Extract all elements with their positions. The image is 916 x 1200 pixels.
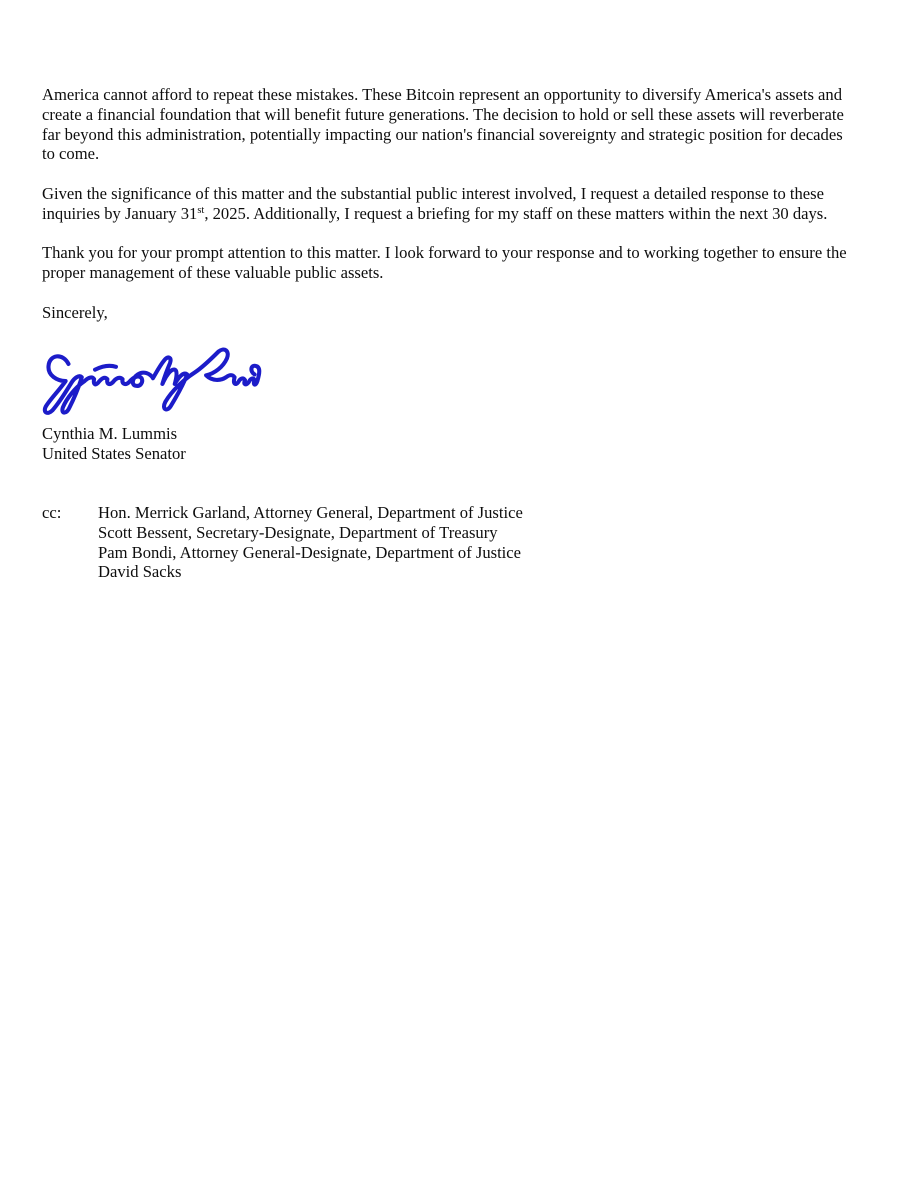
signature-svg — [40, 342, 264, 422]
signature-strokes — [45, 350, 259, 413]
paragraph-line: to come. — [42, 144, 100, 164]
paragraph-line — [42, 204, 874, 224]
ordinal-superscript: st — [197, 204, 205, 216]
signer-title: United States Senator — [42, 443, 186, 463]
cc-recipient-list — [98, 503, 523, 582]
line-text: inquiries by January 31 — [42, 203, 198, 223]
paragraph-bitcoin-opportunity — [42, 85, 874, 164]
paragraph-line: proper management of these valuable public assets. — [42, 263, 384, 283]
letter-body — [42, 85, 874, 323]
cc-label: cc: — [42, 503, 62, 522]
signer-name: Cynthia M. Lummis — [42, 424, 178, 443]
signature-image — [40, 342, 264, 422]
paragraph-line: Given the significance of this matter and the substantial public interest involved, I request a detailed response to these — [42, 183, 824, 203]
cc-recipient: David Sacks — [98, 562, 182, 582]
cc-block — [42, 503, 523, 582]
line-text: , 2025. Additionally, I request a briefing for my staff on these matters within the next 30 days. — [204, 203, 828, 223]
signer-block — [42, 424, 186, 464]
paragraph-line: America cannot afford to repeat these mistakes. These Bitcoin represent an opportunity to diversify America's assets and — [42, 85, 843, 104]
paragraph-response-request — [42, 184, 874, 224]
cc-recipient: Hon. Merrick Garland, Attorney General, Department of Justice — [98, 503, 523, 522]
paragraph-line: Thank you for your prompt attention to this matter. I look forward to your response and to working together to ensure the — [42, 243, 847, 263]
paragraph-line: far beyond this administration, potentially impacting our nation's financial sovereignty and strategic position for decades — [42, 124, 843, 144]
closing-salutation: Sincerely, — [42, 302, 108, 322]
cc-recipient: Pam Bondi, Attorney General-Designate, Department of Justice — [98, 542, 522, 562]
cc-recipient: Scott Bessent, Secretary-Designate, Department of Treasury — [98, 522, 498, 542]
paragraph-thank-you — [42, 243, 874, 283]
paragraph-line: create a financial foundation that will benefit future generations. The decision to hold or sell these assets will reverberate — [42, 104, 844, 124]
